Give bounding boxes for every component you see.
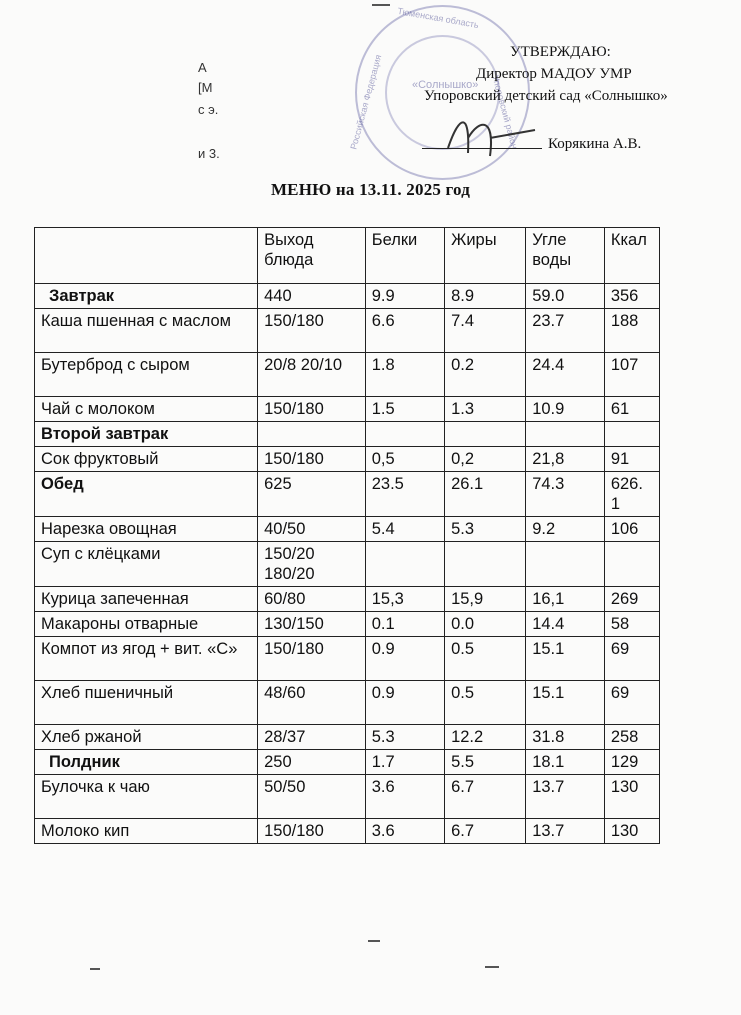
- stamp-inner-text: «Солнышко»: [412, 79, 479, 91]
- cell-protein: 0.9: [365, 637, 444, 681]
- cell-kcal: 129: [604, 750, 659, 775]
- header-carbs: Угле воды: [526, 228, 605, 284]
- cell-fat: 0.5: [445, 681, 526, 725]
- cell-carbs: 18.1: [526, 750, 605, 775]
- cell-dish-name: Каша пшенная с маслом: [35, 309, 258, 353]
- cell-kcal: [604, 542, 659, 587]
- left-fragment-3: с э.: [198, 102, 219, 117]
- cell-portion: [258, 422, 366, 447]
- cell-fat: 1.3: [445, 397, 526, 422]
- table-row: [35, 309, 660, 353]
- cell-fat: 5.3: [445, 517, 526, 542]
- table-row: [35, 542, 660, 587]
- cell-fat: 0,2: [445, 447, 526, 472]
- cell-carbs: [526, 422, 605, 447]
- cell-protein: 5.4: [365, 517, 444, 542]
- cell-kcal: 69: [604, 637, 659, 681]
- cell-kcal: [604, 422, 659, 447]
- stamp-outer-text: Тюменская область: [396, 5, 480, 31]
- cell-kcal: 130: [604, 819, 659, 844]
- scan-mark: [368, 940, 380, 942]
- stamp-side-text-right: Упоровский район: [490, 74, 520, 150]
- cell-protein: 1.8: [365, 353, 444, 397]
- cell-portion: 130/150: [258, 612, 366, 637]
- cell-carbs: 14.4: [526, 612, 605, 637]
- cell-dish-name: Молоко кип: [35, 819, 258, 844]
- cell-dish-name: Завтрак: [35, 284, 258, 309]
- scan-mark: [90, 968, 100, 970]
- table-section-row: [35, 284, 660, 309]
- table-row: [35, 353, 660, 397]
- cell-portion: 150/180: [258, 637, 366, 681]
- cell-protein: 5.3: [365, 725, 444, 750]
- cell-fat: 26.1: [445, 472, 526, 517]
- cell-carbs: 10.9: [526, 397, 605, 422]
- cell-protein: 1.7: [365, 750, 444, 775]
- table-section-row: [35, 422, 660, 447]
- cell-carbs: 59.0: [526, 284, 605, 309]
- cell-dish-name: Бутерброд с сыром: [35, 353, 258, 397]
- cell-carbs: 21,8: [526, 447, 605, 472]
- cell-portion: 60/80: [258, 587, 366, 612]
- left-fragment-4: и 3.: [198, 146, 220, 161]
- cell-dish-name: Хлеб пшеничный: [35, 681, 258, 725]
- cell-portion: 150/180: [258, 819, 366, 844]
- cell-fat: 6.7: [445, 819, 526, 844]
- approval-organization: Упоровский детский сад «Солнышко»: [424, 88, 668, 104]
- cell-fat: 5.5: [445, 750, 526, 775]
- cell-protein: 0,5: [365, 447, 444, 472]
- cell-protein: 9.9: [365, 284, 444, 309]
- cell-portion: 440: [258, 284, 366, 309]
- cell-protein: 3.6: [365, 819, 444, 844]
- cell-portion: 150/180: [258, 397, 366, 422]
- cell-kcal: 106: [604, 517, 659, 542]
- cell-dish-name: Полдник: [35, 750, 258, 775]
- cell-kcal: 61: [604, 397, 659, 422]
- cell-carbs: 74.3: [526, 472, 605, 517]
- cell-kcal: 130: [604, 775, 659, 819]
- table-row: [35, 447, 660, 472]
- cell-portion: 250: [258, 750, 366, 775]
- cell-carbs: 31.8: [526, 725, 605, 750]
- cell-kcal: 188: [604, 309, 659, 353]
- left-fragment-1: А: [198, 60, 207, 75]
- director-name: Корякина А.В.: [548, 136, 642, 152]
- cell-dish-name: Макароны отварные: [35, 612, 258, 637]
- table-row: [35, 517, 660, 542]
- cell-portion: 150/180: [258, 447, 366, 472]
- cell-portion: 625: [258, 472, 366, 517]
- cell-kcal: 356: [604, 284, 659, 309]
- header-kcal: Ккал: [604, 228, 659, 284]
- cell-dish-name: Обед: [35, 472, 258, 517]
- cell-carbs: 16,1: [526, 587, 605, 612]
- table-row: [35, 681, 660, 725]
- cell-dish-name: Курица запеченная: [35, 587, 258, 612]
- cell-kcal: 107: [604, 353, 659, 397]
- cell-kcal: 269: [604, 587, 659, 612]
- cell-portion: 20/8 20/10: [258, 353, 366, 397]
- cell-portion: 40/50: [258, 517, 366, 542]
- cell-protein: [365, 422, 444, 447]
- cell-carbs: 24.4: [526, 353, 605, 397]
- cell-kcal: 58: [604, 612, 659, 637]
- cell-dish-name: Булочка к чаю: [35, 775, 258, 819]
- cell-fat: 7.4: [445, 309, 526, 353]
- cell-carbs: [526, 542, 605, 587]
- approval-position: Директор МАДОУ УМР: [476, 66, 632, 82]
- cell-carbs: 13.7: [526, 819, 605, 844]
- cell-fat: 0.5: [445, 637, 526, 681]
- signature-line: [422, 148, 542, 149]
- scan-mark: [372, 4, 390, 6]
- cell-carbs: 13.7: [526, 775, 605, 819]
- cell-carbs: 9.2: [526, 517, 605, 542]
- left-fragment-2: [М: [198, 80, 213, 95]
- cell-kcal: 69: [604, 681, 659, 725]
- cell-protein: [365, 542, 444, 587]
- cell-portion: 150/180: [258, 309, 366, 353]
- table-row: [35, 819, 660, 844]
- cell-fat: [445, 542, 526, 587]
- cell-fat: 8.9: [445, 284, 526, 309]
- director-signature: [440, 108, 550, 163]
- table-row: [35, 725, 660, 750]
- cell-dish-name: Хлеб ржаной: [35, 725, 258, 750]
- cell-portion: 150/20 180/20: [258, 542, 366, 587]
- cell-dish-name: Суп с клёцками: [35, 542, 258, 587]
- table-header-row: [35, 228, 660, 284]
- cell-portion: 48/60: [258, 681, 366, 725]
- cell-dish-name: Компот из ягод + вит. «С»: [35, 637, 258, 681]
- cell-fat: [445, 422, 526, 447]
- page-title: МЕНЮ на 13.11. 2025 год: [270, 180, 471, 199]
- cell-fat: 12.2: [445, 725, 526, 750]
- cell-protein: 3.6: [365, 775, 444, 819]
- cell-protein: 6.6: [365, 309, 444, 353]
- table-row: [35, 612, 660, 637]
- cell-carbs: 23.7: [526, 309, 605, 353]
- cell-kcal: 258: [604, 725, 659, 750]
- cell-portion: 50/50: [258, 775, 366, 819]
- stamp-side-text-left: Российская Федерация: [348, 53, 384, 151]
- cell-portion: 28/37: [258, 725, 366, 750]
- cell-kcal: 626. 1: [604, 472, 659, 517]
- cell-protein: 0.9: [365, 681, 444, 725]
- cell-fat: 0.2: [445, 353, 526, 397]
- scan-mark: [485, 966, 499, 968]
- cell-dish-name: Сок фруктовый: [35, 447, 258, 472]
- cell-dish-name: Второй завтрак: [35, 422, 258, 447]
- table-row: [35, 397, 660, 422]
- header-name: [35, 228, 258, 284]
- cell-fat: 0.0: [445, 612, 526, 637]
- table-section-row: [35, 750, 660, 775]
- cell-kcal: 91: [604, 447, 659, 472]
- cell-protein: 15,3: [365, 587, 444, 612]
- approval-heading: УТВЕРЖДАЮ:: [510, 44, 611, 60]
- table-section-row: [35, 472, 660, 517]
- cell-fat: 6.7: [445, 775, 526, 819]
- cell-dish-name: Чай с молоком: [35, 397, 258, 422]
- menu-table: [34, 227, 660, 844]
- table-row: [35, 775, 660, 819]
- table-row: [35, 637, 660, 681]
- cell-carbs: 15.1: [526, 681, 605, 725]
- cell-dish-name: Нарезка овощная: [35, 517, 258, 542]
- cell-protein: 1.5: [365, 397, 444, 422]
- cell-carbs: 15.1: [526, 637, 605, 681]
- header-protein: Белки: [365, 228, 444, 284]
- cell-fat: 15,9: [445, 587, 526, 612]
- cell-protein: 23.5: [365, 472, 444, 517]
- table-row: [35, 587, 660, 612]
- cell-protein: 0.1: [365, 612, 444, 637]
- header-portion: Выход блюда: [258, 228, 366, 284]
- header-fat: Жиры: [445, 228, 526, 284]
